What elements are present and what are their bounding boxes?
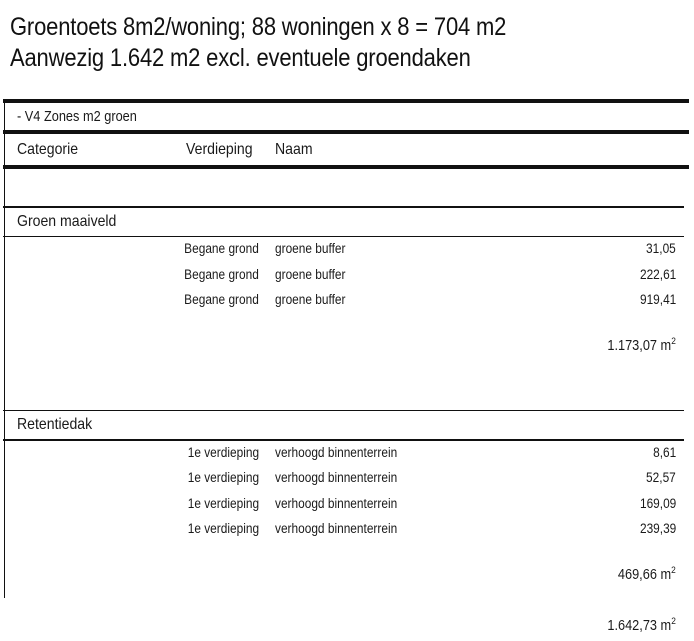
table-row xyxy=(5,492,692,518)
table-row xyxy=(5,288,692,314)
group-subtotal-row xyxy=(5,336,692,361)
cell-value: 919,41 xyxy=(639,292,676,308)
cell-value: 222,61 xyxy=(639,266,676,282)
table-row xyxy=(5,466,692,492)
cell-value: 169,09 xyxy=(639,495,676,511)
group-subtotal-value: 1.173,07 $m^2$ xyxy=(607,335,676,354)
cell-verdieping: Begane grond xyxy=(184,241,259,257)
cell-verdieping: 1e verdieping xyxy=(187,495,259,511)
cell-value: 31,05 xyxy=(646,241,676,257)
grand-total-row xyxy=(5,616,692,641)
title-line-2: Aanwezig 1.642 m2 excl. eventuele groendaken xyxy=(10,44,471,72)
title-line-1: Groentoets 8m2/woning; 88 woningen x 8 = 704 m2 xyxy=(10,13,507,41)
group-header-groen-maaiveld xyxy=(5,208,693,236)
cell-verdieping: 1e verdieping xyxy=(187,444,259,460)
cell-naam: groene buffer xyxy=(275,241,346,257)
header-spacer xyxy=(5,169,692,206)
schedule-table xyxy=(4,99,692,634)
grand-total-value: 1.642,73 $m^2$ xyxy=(607,616,676,634)
group-name: Retentiedak xyxy=(17,416,93,434)
cell-naam: groene buffer xyxy=(275,292,346,308)
group-name: Groen maaiveld xyxy=(17,212,117,230)
cell-verdieping: 1e verdieping xyxy=(187,521,259,537)
cell-verdieping: 1e verdieping xyxy=(187,470,259,486)
cell-value: 8,61 xyxy=(652,444,676,460)
column-header-row xyxy=(5,134,693,165)
cell-verdieping: Begane grond xyxy=(184,292,259,308)
group-subtotal-value: 469,66 $m^2$ xyxy=(618,565,676,583)
document-title xyxy=(10,12,680,74)
cell-value: 239,39 xyxy=(639,521,676,537)
column-header-verdieping: Verdieping xyxy=(186,140,253,158)
cell-naam: verhoogd binnenterrein xyxy=(275,521,398,537)
table-row xyxy=(5,263,692,289)
group-subtotal-row xyxy=(5,565,692,590)
grand-total-spacer xyxy=(5,590,692,616)
cell-verdieping: Begane grond xyxy=(184,266,259,282)
cell-naam: groene buffer xyxy=(275,266,346,282)
group-spacer xyxy=(5,361,692,410)
report-name: - V4 Zones m2 groen xyxy=(17,108,137,125)
table-row xyxy=(5,237,692,263)
table-row xyxy=(5,441,692,467)
cell-value: 52,57 xyxy=(646,470,676,486)
cell-naam: verhoogd binnenterrein xyxy=(275,444,398,460)
column-header-categorie: Categorie xyxy=(17,140,79,158)
subtotal-spacer xyxy=(5,314,692,336)
cell-naam: verhoogd binnenterrein xyxy=(275,470,398,486)
column-header-naam: Naam xyxy=(275,140,313,158)
group-header-retentiedak xyxy=(5,411,693,439)
cell-naam: verhoogd binnenterrein xyxy=(275,495,398,511)
table-row xyxy=(5,517,692,543)
subtotal-spacer xyxy=(5,543,692,565)
report-name-row xyxy=(5,103,693,130)
